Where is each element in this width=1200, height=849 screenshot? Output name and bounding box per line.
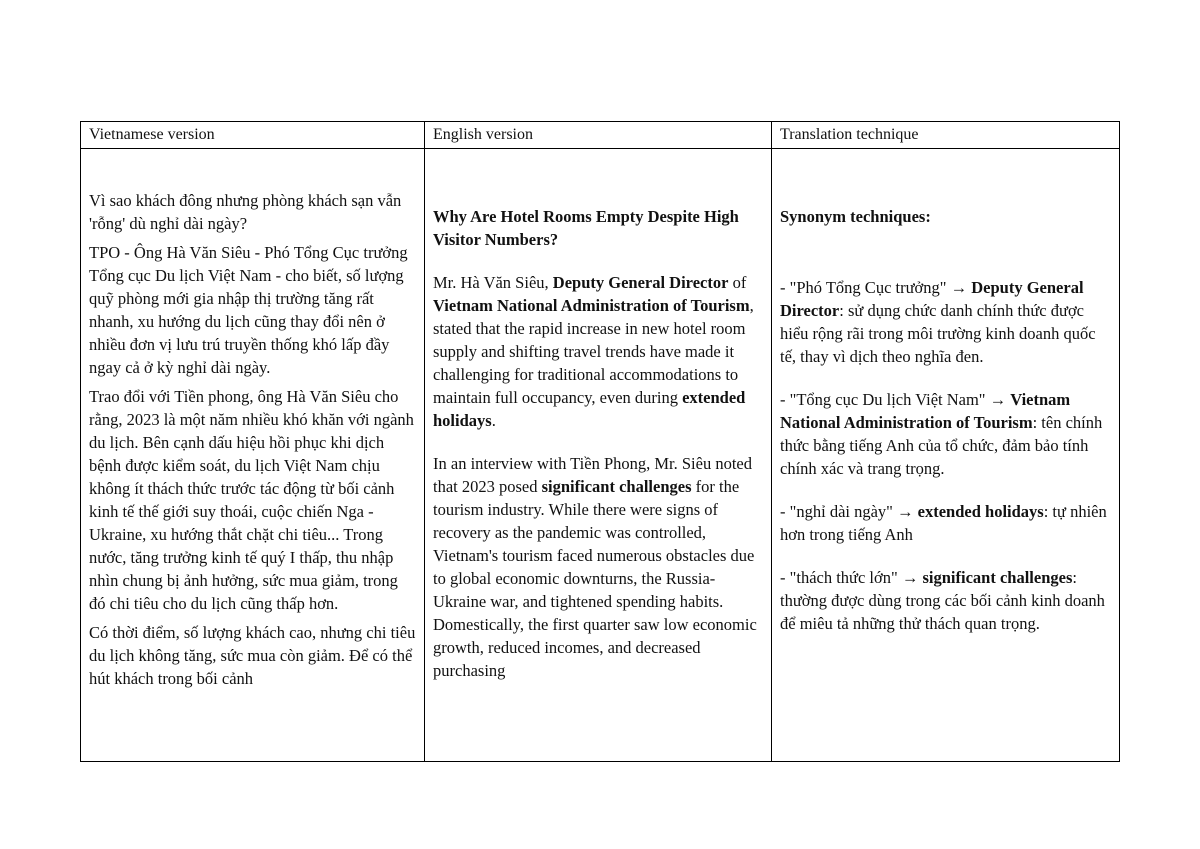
english-title-text: Why Are Hotel Rooms Empty Despite High Visitor Numbers? (433, 207, 739, 249)
technique-title-text: Synonym techniques: (780, 207, 931, 226)
text: of (728, 273, 747, 292)
text: - "thách thức lớn" → (780, 568, 923, 587)
text: - "Phó Tổng Cục trưởng" → (780, 278, 972, 297)
english-paragraph-1 (433, 271, 763, 432)
text: : tên chính thức bằng tiếng Anh của tổ chức, đảm bảo tính chính xác và trang trọng. (780, 413, 1103, 478)
translation-table (80, 121, 1120, 762)
vietnamese-title: Vì sao khách đông nhưng phòng khách sạn vẫn 'rỗng' dù nghỉ dài ngày? (89, 191, 402, 233)
technique-text (780, 149, 1111, 761)
text: Mr. Hà Văn Siêu, (433, 273, 553, 292)
text: In an interview with Tiền Phong, Mr. Siêu noted that 2023 posed (433, 454, 752, 496)
english-text (433, 149, 763, 761)
header-row (81, 122, 1120, 149)
term: extended holidays (917, 502, 1044, 521)
term-significant-challenges: significant challenges (541, 477, 692, 496)
term: significant challenges (922, 568, 1073, 587)
term-vnat: Vietnam National Administration of Tourism (433, 296, 750, 315)
header-vietnamese: Vietnamese version (81, 122, 425, 149)
english-paragraph-2 (433, 452, 763, 682)
technique-item-1 (780, 276, 1111, 368)
text: . (491, 411, 496, 430)
text: - "Tổng cục Du lịch Việt Nam" → (780, 390, 1011, 409)
text: , stated that the rapid increase in new hotel room supply and shifting travel trends have made it challenging for traditional accommodations to maintain full occupancy, even during (433, 296, 754, 407)
vietnamese-paragraph-3: Có thời điểm, số lượng khách cao, nhưng chi tiêu du lịch không tăng, sức mua còn giảm. Để có thể hút khách trong bối cảnh (89, 623, 416, 688)
term: Vietnam National Administration of Tourism (780, 390, 1071, 432)
technique-title (780, 205, 1111, 228)
text: for the tourism industry. While there were signs of recovery as the pandemic was controlled, Vietnam's tourism faced numerous obstacles due to global economic downturns, the Russia-Ukraine war, and tightened spending habits. Domestically, the first quarter saw low economic growth, reduced incomes, and decreased purchasing (433, 477, 757, 680)
term-extended-holidays: extended holidays (433, 388, 746, 430)
text: : tự nhiên hơn trong tiếng Anh (780, 502, 1107, 544)
term: Deputy General Director (780, 278, 1084, 320)
technique-item-4 (780, 566, 1111, 635)
content-row (81, 149, 1120, 762)
vietnamese-text (89, 149, 416, 761)
vietnamese-paragraph-2: Trao đổi với Tiền phong, ông Hà Văn Siêu cho rằng, 2023 là một năm nhiều khó khăn với ngành du lịch. Bên cạnh dấu hiệu hồi phục khi dịch bệnh được kiểm soát, du lịch Việt Nam chịu không ít thách thức trước tác động từ bối cảnh kinh tế thế giới suy thoái, cuộc chiến Nga - Ukraine, xu hướng thắt chặt chi tiêu... Trong nước, tăng trưởng kinh tế quý I thấp, thu nhập nhìn chung bị ảnh hưởng, sức mua giảm, trong đó chi tiêu cho du lịch cũng thấp hơn. (89, 387, 414, 613)
technique-item-2 (780, 388, 1111, 480)
technique-item-3 (780, 500, 1111, 546)
vietnamese-cell (81, 149, 425, 762)
text: : sử dụng chức danh chính thức được hiểu rộng rãi trong môi trường kinh doanh quốc tế, thay vì dịch theo nghĩa đen. (780, 301, 1096, 366)
vietnamese-paragraph-1: TPO - Ông Hà Văn Siêu - Phó Tổng Cục trưởng Tổng cục Du lịch Việt Nam - cho biết, số lượng quỹ phòng mới gia nhập thị trường tăng rất nhanh, xu hướng du lịch cũng thay đổi nên ở nhiều đơn vị lưu trú truyền thống khó lấp đầy ngay cả ở kỳ nghỉ dài ngày. (89, 243, 408, 377)
text: : thường được dùng trong các bối cảnh kinh doanh để miêu tả những thử thách quan trọng. (780, 568, 1105, 633)
english-title (433, 205, 763, 251)
term-deputy-general-director: Deputy General Director (552, 273, 729, 292)
english-cell (425, 149, 772, 762)
header-technique: Translation technique (772, 122, 1120, 149)
text: - "nghỉ dài ngày" → (780, 502, 918, 521)
header-english: English version (425, 122, 772, 149)
technique-cell (772, 149, 1120, 762)
